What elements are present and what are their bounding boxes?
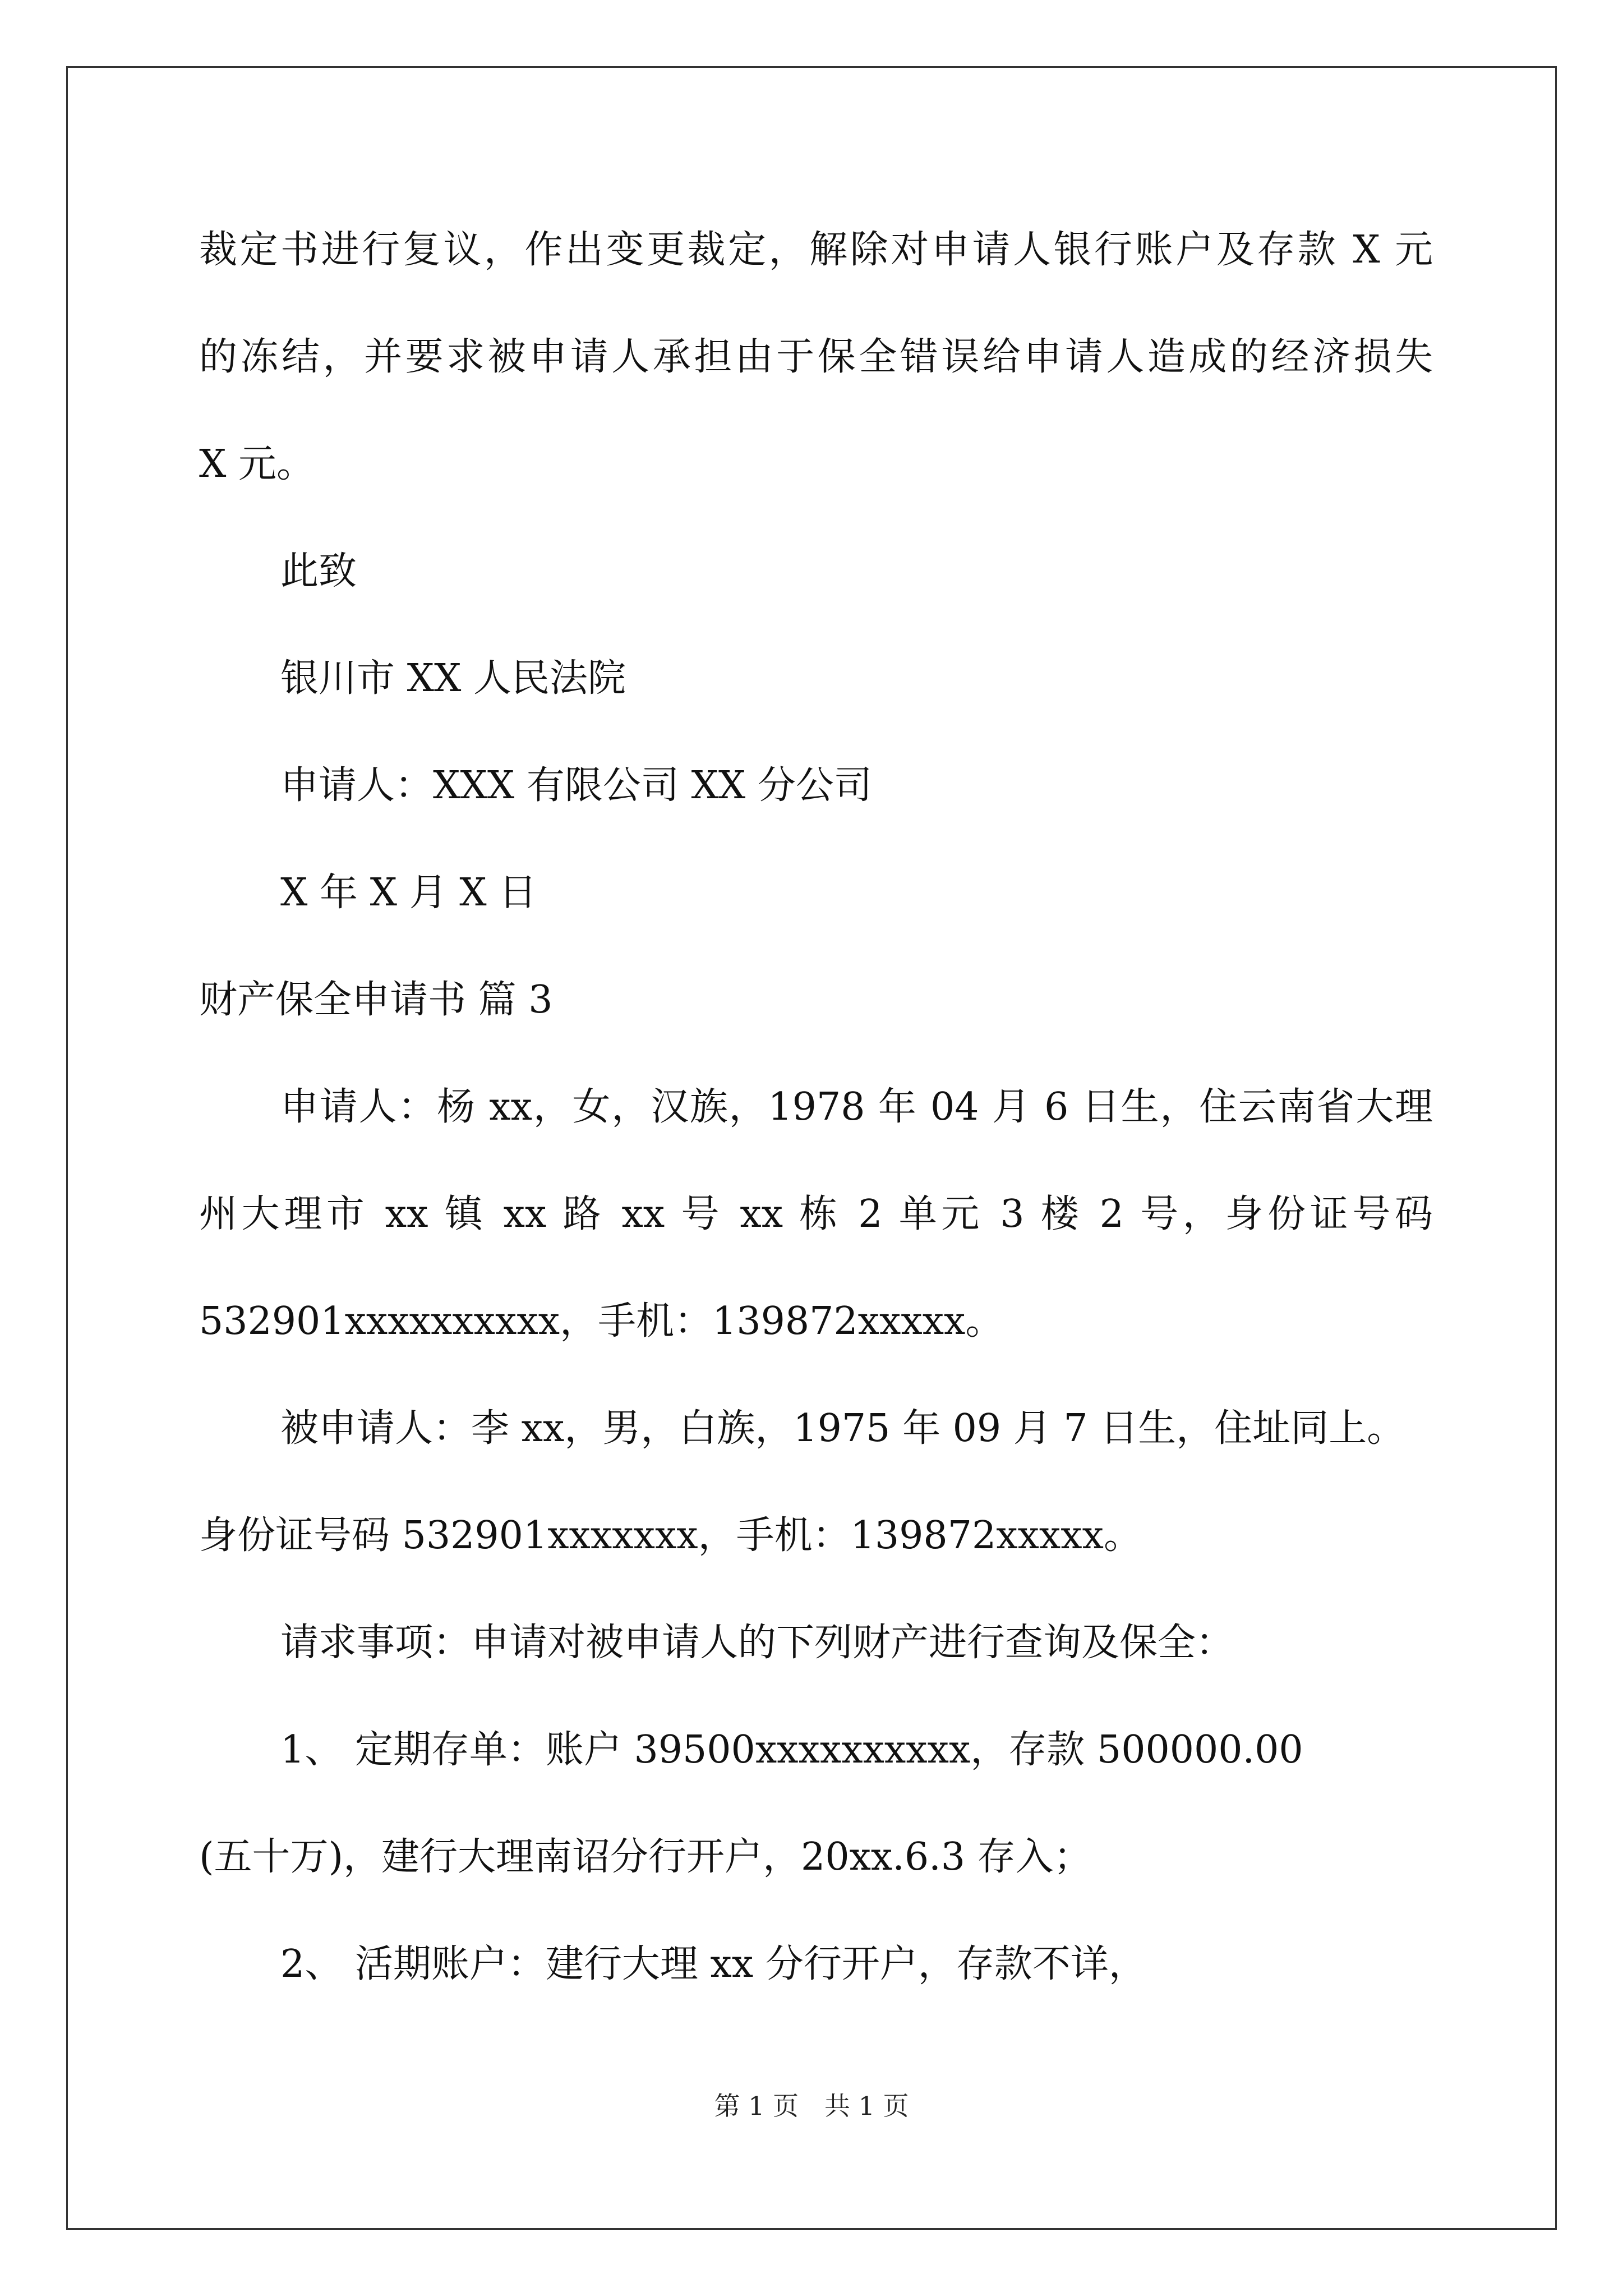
page-border [66, 66, 1557, 2230]
text-line: 请求事项：申请对被申请人的下列财产进行查询及保全： [280, 1621, 1234, 1665]
text-line: X 元。 [199, 442, 315, 486]
text-line: 州大理市 xx 镇 xx 路 xx 号 xx 栋 2 单元 3 楼 2 号，身份证号码 [199, 1192, 1433, 1236]
list-item: 2、 活期账户：建行大理 xx 分行开户，存款不详， [280, 1942, 1147, 1986]
text-line: 的冻结，并要求被申请人承担由于保全错误给申请人造成的经济损失 [199, 335, 1433, 379]
text-line: 身份证号码 532901xxxxxxx，手机：139872xxxxx。 [199, 1513, 1142, 1558]
signature-date: X 年 X 月 X 日 [280, 871, 537, 915]
text-line: 532901xxxxxxxxxx，手机：139872xxxxx。 [199, 1299, 1004, 1343]
page-footer: 第 1 页 共 1 页 [714, 2091, 909, 2121]
text-line: 裁定书进行复议，作出变更裁定，解除对申请人银行账户及存款 X 元 [199, 228, 1433, 272]
applicant-signature: 申请人：XXX 有限公司 XX 分公司 [280, 763, 872, 808]
recipient-court: 银川市 XX 人民法院 [280, 656, 626, 701]
text-line: (五十万)，建行大理南诏分行开户，20xx.6.3 存入； [199, 1835, 1092, 1879]
section-heading: 财产保全申请书 篇 3 [199, 978, 553, 1022]
list-item: 1、 定期存单：账户 39500xxxxxxxxxx，存款 500000.00 [280, 1728, 1303, 1772]
closing-salutation: 此致 [280, 549, 357, 593]
text-line: 申请人：杨 xx，女，汉族，1978 年 04 月 6 日生，住云南省大理 [280, 1085, 1433, 1129]
text-line: 被申请人：李 xx，男，白族，1975 年 09 月 7 日生，住址同上。 [280, 1406, 1405, 1451]
